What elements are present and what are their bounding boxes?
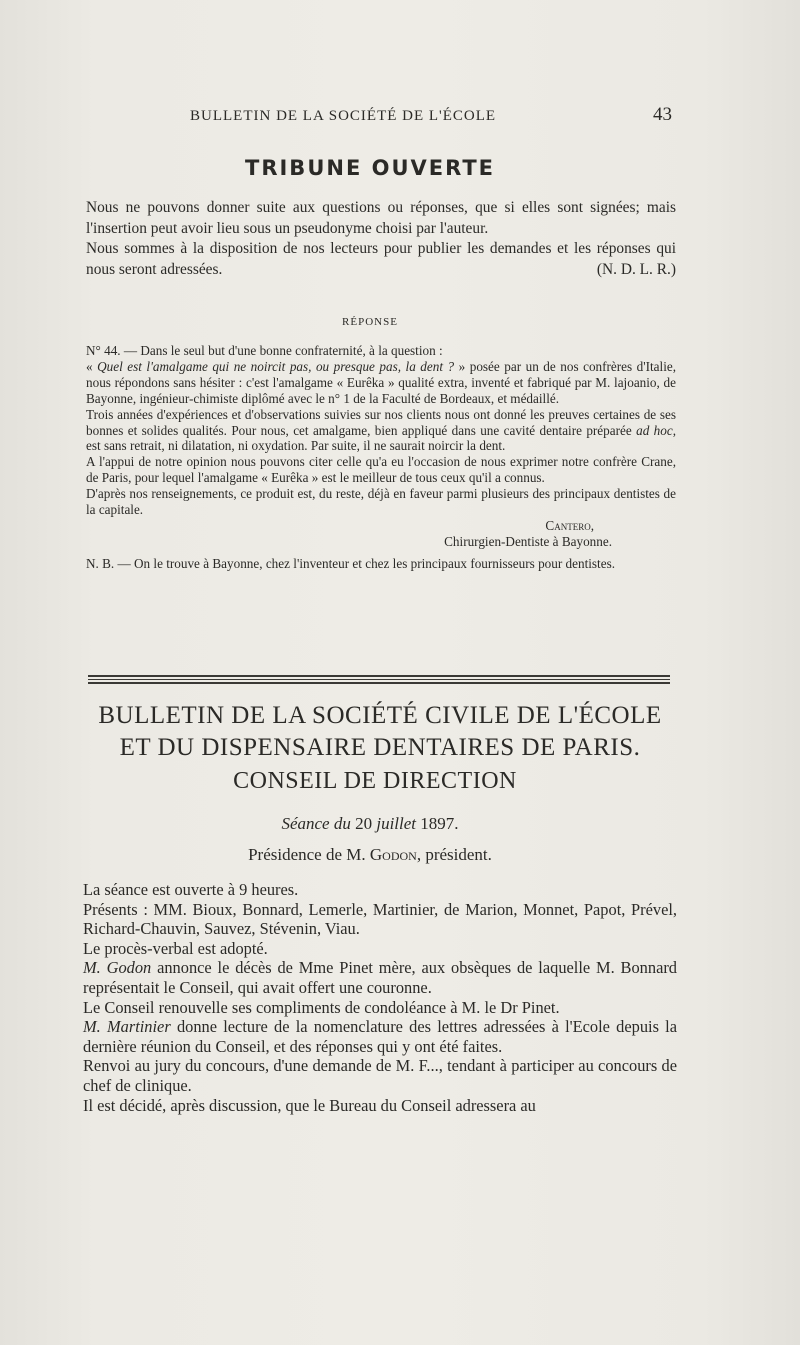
running-title: BULLETIN DE LA SOCIÉTÉ DE L'ÉCOLE	[190, 108, 497, 124]
editorial-signature: (N. D. L. R.)	[596, 260, 676, 278]
reponse-paragraph-3	[86, 407, 676, 455]
intro-paragraph-1: Nous ne pouvons donner suite aux questions ou réponses, que si elles sont signées; mais l'insertion peut avoir lieu sous un pseudonyme choisi par l'auteur.	[86, 199, 676, 237]
intro-paragraph-2	[86, 239, 676, 280]
conseil-title: CONSEIL DE DIRECTION	[233, 768, 517, 794]
minutes-paragraph	[83, 1017, 677, 1056]
reponse-paragraph-1: N° 44. — Dans le seul but d'une bonne confraternité, à la question :	[86, 343, 443, 358]
seance-year: 1897.	[420, 814, 459, 833]
bulletin-title-line-2: ET DU DISPENSAIRE DENTAIRES DE PARIS.	[119, 734, 641, 761]
bulletin-title-line-1: BULLETIN DE LA SOCIÉTÉ CIVILE DE L'ÉCOLE	[98, 702, 662, 729]
divider-rule	[88, 675, 670, 677]
seance-prefix: Séance du	[281, 814, 356, 833]
minutes-text: donne lecture de la nomenclature des lettres adressées à l'Ecole depuis la dernière réunion du Conseil, et des réponses qui y ont été faites.	[83, 1017, 678, 1056]
running-head	[80, 104, 680, 136]
minutes-paragraph: Renvoi au jury du concours, d'une demande de M. F..., tendant à participer au concours de chef de clinique.	[83, 1056, 677, 1095]
intro-paragraph-2-text: Nous sommes à la disposition de nos lecteurs pour publier les demandes et les réponses qui nous seront adressées.	[86, 240, 676, 278]
divider-rule	[88, 679, 670, 680]
page-number: 43	[653, 104, 672, 125]
reponse-paragraph-2	[86, 359, 676, 407]
minutes-paragraph: Le Conseil renouvelle ses compliments de condoléance à M. le Dr Pinet.	[83, 997, 560, 1017]
seance-date	[0, 814, 740, 834]
section-title-tribune: TRIBUNE OUVERTE	[245, 156, 495, 180]
section-divider	[88, 675, 670, 686]
reponse-heading: RÉPONSE	[342, 316, 398, 328]
presidence-suffix: , président.	[416, 845, 492, 864]
reponse-body	[86, 343, 676, 572]
question-quote: Quel est l'amalgame qui ne noircit pas, ou presque pas, la dent ?	[97, 358, 455, 374]
reponse-paragraph-2-rest: » posée par un de nos confrères d'Italie, nous répondons sans hésiter : c'est l'amalgame « Eurêka » qualité extra, inventé et fabriqué par M. lajoanio, de Bayonne, ingénieur-chimiste diplômé avec le n° 1 de la Faculté de Bordeaux, et médaillé.	[86, 358, 677, 406]
reponse-paragraph-3-b: , est sans retrait, ni dilatation, ni oxydation. Par suite, il ne saurait noircir la dent.	[86, 422, 676, 454]
reponse-paragraph-3-a: Trois années d'expériences et d'observations suivies sur nos clients nous ont donné les preuves certaines de ses bonnes et solides qualités. Pour nous, cet amalgame, bien appliqué dans une cavité dentaire préparée	[86, 406, 676, 438]
minutes-paragraph: Le procès-verbal est adopté.	[83, 938, 268, 958]
minutes-paragraph: La séance est ouverte à 9 heures.	[83, 880, 299, 899]
president-name: Godon	[369, 845, 417, 864]
minutes-paragraph	[83, 958, 677, 997]
signature-name: Cantero,	[545, 517, 594, 533]
nota-bene: N. B. — On le trouve à Bayonne, chez l'inventeur et chez les principaux fournisseurs pour dentistes.	[86, 555, 615, 571]
presidence	[0, 845, 740, 865]
ad-hoc: ad hoc	[636, 422, 673, 438]
minutes-paragraph: Il est décidé, après discussion, que le Bureau du Conseil adressera au	[83, 1095, 536, 1115]
reponse-paragraph-4: A l'appui de notre opinion nous pouvons citer celle qu'a eu l'occasion de nous exprimer notre confrère Crane, de Paris, pour lequel l'amalgame « Eurêka » est le meilleur de tous ceux qu'il a connus.	[86, 454, 676, 486]
presidence-prefix: Présidence de M.	[248, 845, 370, 864]
tribune-intro	[86, 198, 676, 280]
seance-month: juillet	[372, 814, 421, 833]
bulletin-title	[0, 700, 760, 764]
speaker-martinier: M. Martinier	[83, 1017, 171, 1037]
minutes-paragraph: Présents : MM. Bioux, Bonnard, Lemerle, Martinier, de Marion, Monnet, Papot, Prével, Richard-Chauvin, Sauvez, Stévenin, Viau.	[83, 899, 677, 939]
quote-open: «	[86, 358, 98, 374]
reponse-paragraph-5: D'après nos renseignements, ce produit est, du reste, déjà en faveur parmi plusieurs des principaux dentistes de la capitale.	[86, 486, 676, 518]
minutes-text: annonce le décès de Mme Pinet mère, aux obsèques de laquelle M. Bonnard représentait le Conseil, qui avait offert une couronne.	[83, 958, 677, 997]
signature-title: Chirurgien-Dentiste à Bayonne.	[444, 533, 612, 549]
speaker-godon: M. Godon	[83, 958, 152, 978]
divider-rule	[88, 682, 670, 684]
seance-day: 20	[355, 814, 373, 833]
meeting-minutes	[83, 880, 677, 1115]
